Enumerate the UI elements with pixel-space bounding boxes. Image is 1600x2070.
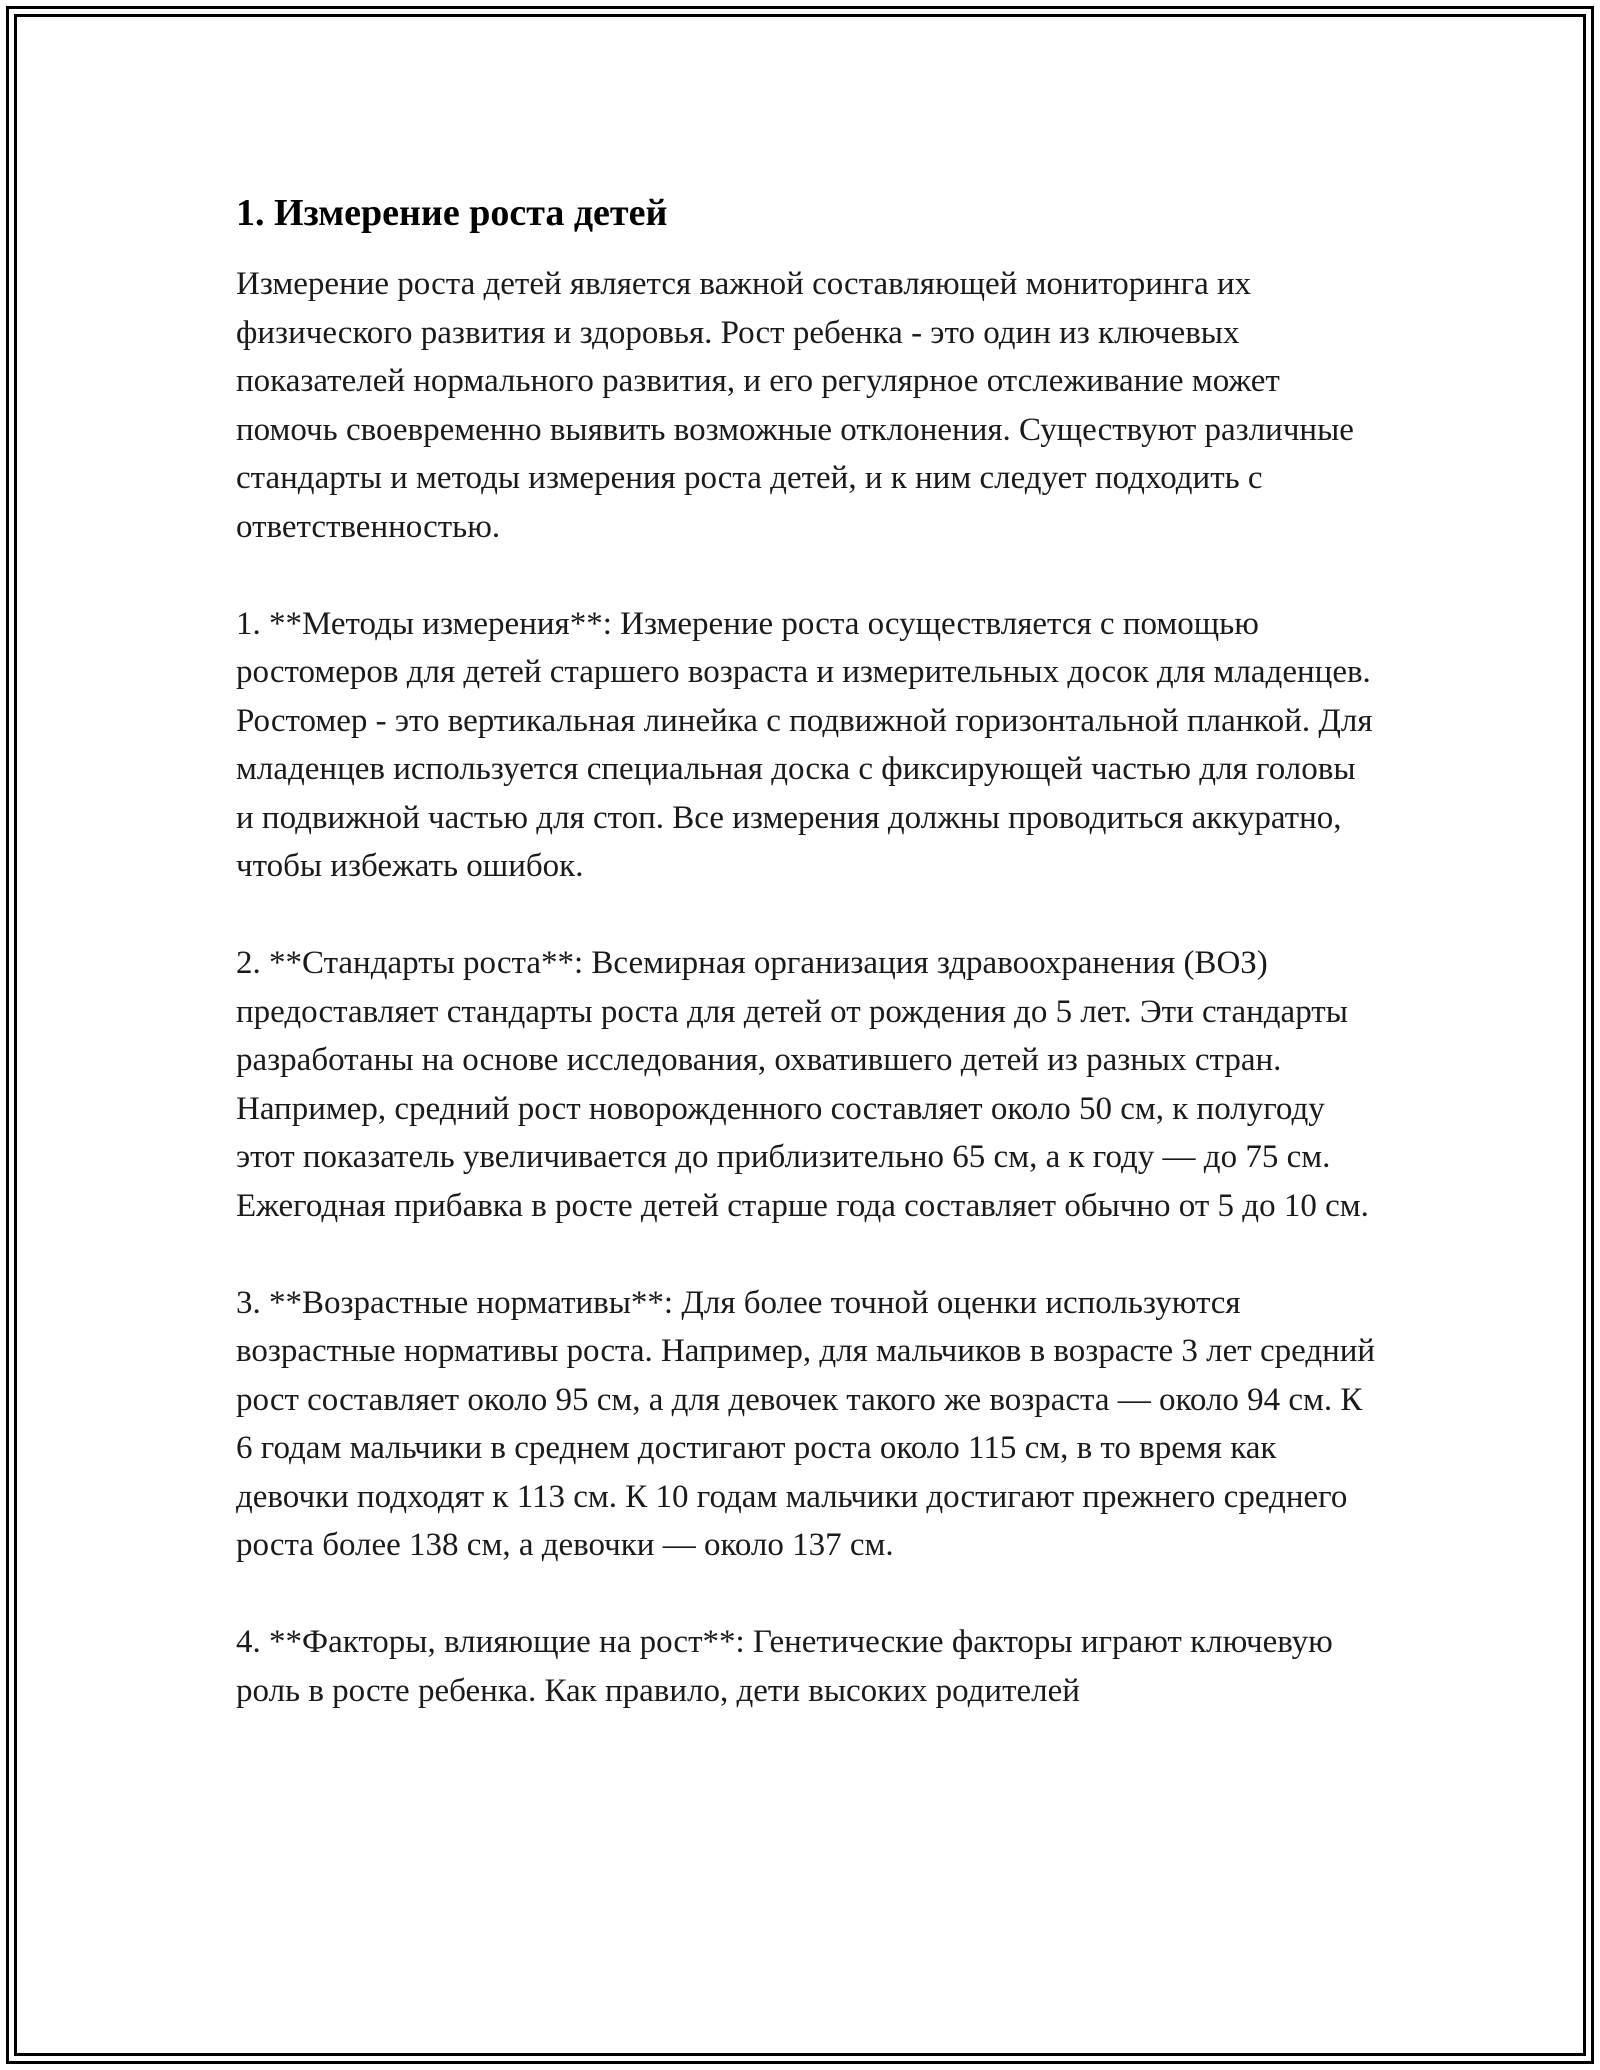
- intro-paragraph: Измерение роста детей является важной составляющей мониторинга их физического развития и здоровья. Рост ребенка - это один из ключевых показателей нормального развития, и его регулярное отслеживание может помочь своевременно выявить возможные отклонения. Существуют различные стандарты и методы измерения роста детей, и к ним следует подходить с ответственностью.: [236, 266, 1354, 545]
- document-body: [236, 188, 1376, 1715]
- paragraph-growth-factors: 4. **Факторы, влияющие на рост**: Генетические факторы играют ключевую роль в росте ребенка. Как правило, дети высоких родителей: [236, 1624, 1333, 1709]
- paragraph-growth-standards: 2. **Стандарты роста**: Всемирная организация здравоохранения (ВОЗ) предоставляет стандарты роста для детей от рождения до 5 лет. Эти стандарты разработаны на основе исследования, охватившего детей из разных стран. Например, средний рост новорожденного составляет около 50 см, к полугоду этот показатель увеличивается до приблизительно 65 см, а к году — до 75 см. Ежегодная прибавка в росте детей старше года составляет обычно от 5 до 10 см.: [236, 945, 1369, 1224]
- paragraph-measurement-methods: 1. **Методы измерения**: Измерение роста осуществляется с помощью ростомеров для детей старшего возраста и измерительных досок для младенцев. Ростомер - это вертикальная линейка с подвижной горизонтальной планкой. Для младенцев используется специальная доска с фиксирующей частью для головы и подвижной частью для стоп. Все измерения должны проводиться аккуратно, чтобы избежать ошибок.: [236, 605, 1373, 884]
- paragraph-age-norms: 3. **Возрастные нормативы**: Для более точной оценки используются возрастные нормативы роста. Например, для мальчиков в возрасте 3 лет средний рост составляет около 95 см, а для девочек такого же возраста — около 94 см. К 6 годам мальчики в среднем достигают роста около 115 см, в то время как девочки подходят к 113 см. К 10 годам мальчики достигают прежнего среднего роста более 138 см, а девочки — около 137 см.: [236, 1284, 1376, 1563]
- section-heading: 1. Измерение роста детей: [236, 192, 668, 234]
